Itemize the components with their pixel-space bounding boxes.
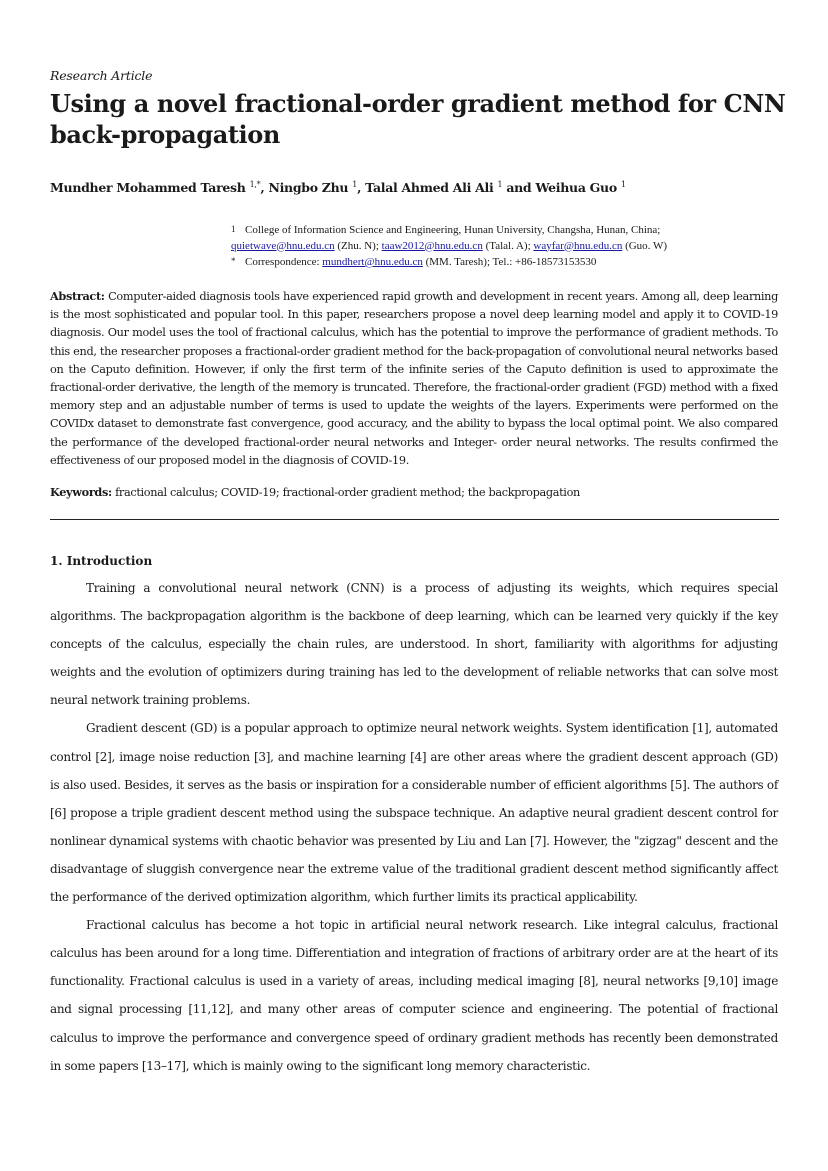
keywords [50,483,778,502]
author-name: Talal Ahmed Ali Ali [365,180,494,196]
email-link-talal[interactable]: taaw2012@hnu.edu.cn [381,239,483,252]
author-name: Mundher Mohammed Taresh [50,180,246,196]
author-separator: , [357,180,366,196]
correspondence-details: (MM. Taresh); Tel.: +86-18573153530 [422,256,597,268]
abstract-label: Abstract: [50,289,105,303]
body-paragraph: Training a convolutional neural network (CNN) is a process of adjusting its weights, which requires special algorithms. The backpropagation algorithm is the backbone of deep learning, which can be learned very quickly if the key concepts of the calculus, especially the chain rules, are understood. In short, familiarity with algorithms for adjusting weights and the evolution of optimizers during training has led to the development of reliable networks that can solve most neural network training problems. [50,581,778,708]
author-affiliation-mark: 1 [352,180,358,189]
author-separator: and [502,180,536,196]
keywords-label: Keywords: [50,485,112,499]
correspondence-mark: * [231,256,236,266]
section-divider [50,519,779,520]
affiliation-mark: 1 [231,224,236,234]
correspondence-label: Correspondence: [245,256,323,268]
email-owner: (Guo. W) [622,239,668,252]
body-paragraph: Fractional calculus has become a hot topic in artificial neural network research. Like integral calculus, fractional calculus has been around for a long time. Differentiation and integration of fractions of arbitrary order are at the heart of its functionality. Fractional calculus is used in a variety of areas, including medical imaging [8], neural networks [9,10] image and signal processing [11,12], and many other areas of computer science and engineering. The potential of fractional calculus to improve the performance and convergence speed of ordinary gradient methods has recently been demonstrated in some papers [13–17], which is mainly owing to the significant long memory characteristic. [50,918,778,1073]
email-owner: (Zhu. N); [334,239,382,252]
affiliation-emails [231,239,791,255]
author-affiliation-mark: 1,* [249,180,261,189]
keywords-text: fractional calculus; COVID-19; fractional-order gradient method; the backpropagation [111,486,580,499]
email-link-zhu[interactable]: quietwave@hnu.edu.cn [231,239,335,252]
affiliation-line [231,222,791,239]
email-link-guo[interactable]: wayfar@hnu.edu.cn [533,239,623,252]
author-list [50,180,790,195]
email-owner: (Talal. A); [482,239,534,252]
section-heading: 1. Introduction [50,554,153,568]
author-affiliation-mark: 1 [497,180,503,189]
author-separator: , [260,180,269,196]
author-name: Weihua Guo [535,180,617,196]
affiliation-block [231,222,791,271]
author-name: Ningbo Zhu [268,180,349,196]
affiliation-institution: College of Information Science and Engineering, Hunan University, Changsha, Hunan, China; [245,224,661,236]
email-link-correspondence[interactable]: mundhert@hnu.edu.cn [322,256,423,268]
abstract [50,287,778,470]
correspondence-line [231,254,791,271]
abstract-text: Computer-aided diagnosis tools have experienced rapid growth and development in recent years. Among all, deep learning is the most sophisticated and popular tool. In this paper, researchers propose a novel deep learning model and apply it to COVID-19 diagnosis. Our model uses the tool of fractional calculus, which has the potential to improve the performance of gradient methods. To this end, the researcher proposes a fractional-order gradient method for the back-propagation of convolutional neural networks based on the Caputo definition. However, if only the first term of the infinite series of the Caputo definition is used to approximate the fractional-order derivative, the length of the memory is truncated. Therefore, the fractional-order gradient (FGD) method with a fixed memory step and an adjustable number of terms is used to update the weights of the layers. Experiments were performed on the COVIDx dataset to demonstrate fast convergence, good accuracy, and the ability to bypass the local optimal point. We also compared the performance of the developed fractional-order neural networks and Integer- order neural networks. The results confirmed the effectiveness of our proposed model in the diagnosis of COVID-19. [50,290,778,467]
section-body [50,574,778,1080]
author-affiliation-mark: 1 [620,180,626,189]
body-paragraph: Gradient descent (GD) is a popular approach to optimize neural network weights. System identification [1], automated control [2], image noise reduction [3], and machine learning [4] are other areas where the gradient descent approach (GD) is also used. Besides, it serves as the basis or inspiration for a considerable number of efficient algorithms [5]. The authors of [6] propose a triple gradient descent method using the subspace technique. An adaptive neural gradient descent control for nonlinear dynamical systems with chaotic behavior was presented by Liu and Lan [7]. However, the "zigzag" descent and the disadvantage of sluggish convergence near the extreme value of the traditional gradient descent method significantly affect the performance of the derived optimization algorithm, which further limits its practical applicability. [50,721,778,905]
article-type-label: Research Article [50,68,153,83]
paper-title: Using a novel fractional-order gradient method for CNN back-propagation [50,89,786,149]
